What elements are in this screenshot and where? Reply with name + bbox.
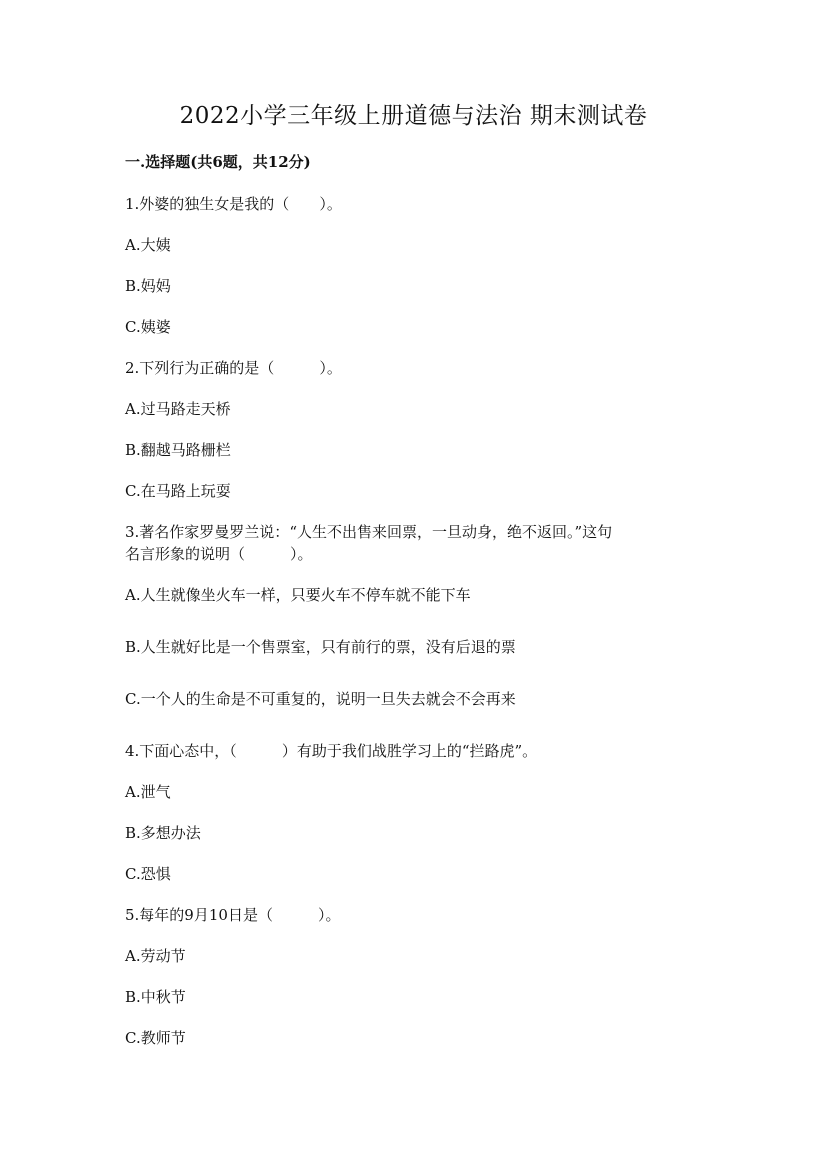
question-5-option-a: A.劳动节 — [125, 947, 186, 965]
question-1-option-a: A.大姨 — [125, 236, 171, 254]
question-3-stem-line-2: 名言形象的说明（ ）。 — [125, 545, 313, 563]
question-5-stem: 5.每年的9月10日是（ ）。 — [125, 906, 341, 924]
question-3-option-c: C.一个人的生命是不可重复的，说明一旦失去就会不会再来 — [125, 690, 516, 708]
question-3-stem-line-1: 3.著名作家罗曼罗兰说：“人生不出售来回票，一旦动身，绝不返回。”这句 — [125, 523, 613, 541]
question-1-stem: 1.外婆的独生女是我的（ ）。 — [125, 195, 342, 213]
question-4-option-c: C.恐惧 — [125, 865, 171, 883]
question-2-stem: 2.下列行为正确的是（ ）。 — [125, 359, 342, 377]
section-heading: 一.选择题(共6题，共12分) — [125, 153, 311, 171]
question-3-option-b: B.人生就好比是一个售票室，只有前行的票，没有后退的票 — [125, 638, 516, 656]
question-5-option-b: B.中秋节 — [125, 988, 186, 1006]
question-4-option-b: B.多想办法 — [125, 824, 201, 842]
question-2-option-c: C.在马路上玩耍 — [125, 482, 231, 500]
question-1-option-b: B.妈妈 — [125, 277, 171, 295]
question-2-option-a: A.过马路走天桥 — [125, 400, 231, 418]
question-5-option-c: C.教师节 — [125, 1029, 186, 1047]
question-4-option-a: A.泄气 — [125, 783, 171, 801]
page-title: 2022小学三年级上册道德与法治 期末测试卷 — [179, 103, 648, 129]
question-4-stem: 4.下面心态中，（ ）有助于我们战胜学习上的“拦路虎”。 — [125, 742, 538, 760]
question-2-option-b: B.翻越马路栅栏 — [125, 441, 231, 459]
question-3-option-a: A.人生就像坐火车一样，只要火车不停车就不能下车 — [125, 586, 471, 604]
question-1-option-c: C.姨婆 — [125, 318, 171, 336]
